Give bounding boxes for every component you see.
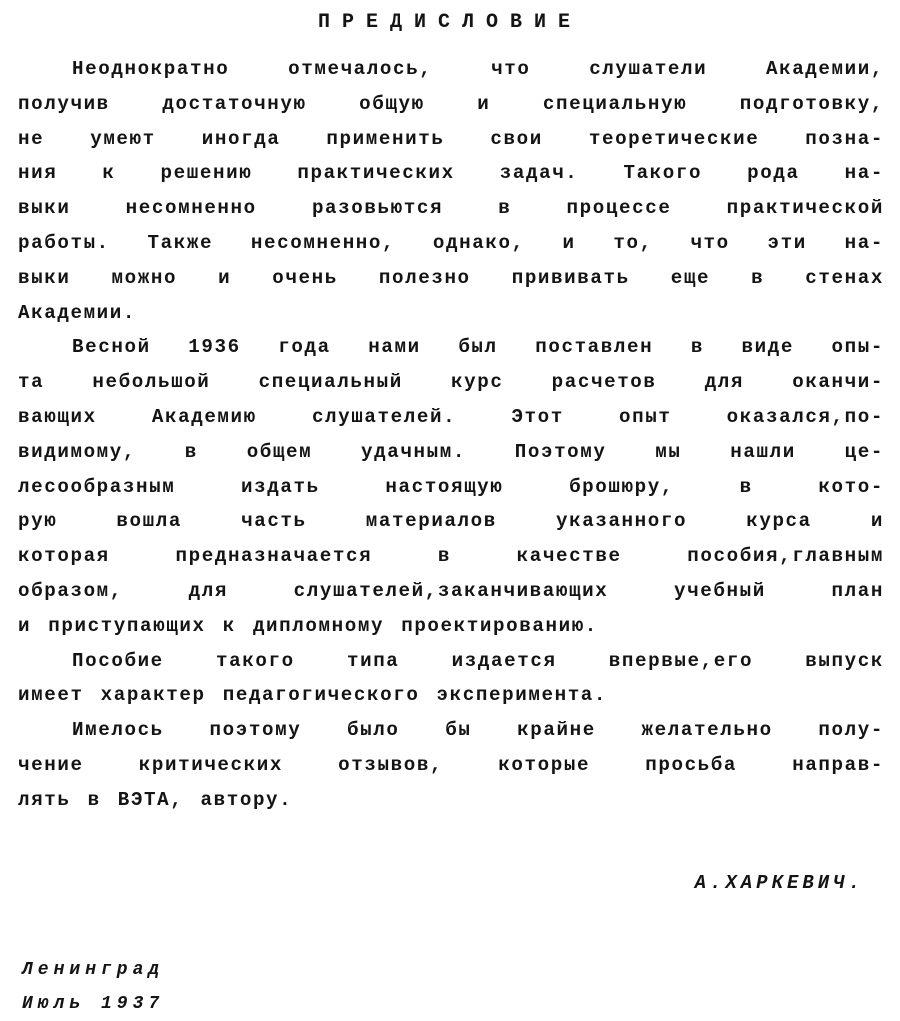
- text-line: вающих Академию слушателей. Этот опыт оказался,по-: [18, 405, 884, 428]
- text-line: рую вошла часть материалов указанного курса и: [18, 510, 884, 533]
- text-line: выки несомненно разовьются в процессе практической: [18, 197, 884, 220]
- text-line: чение критических отзывов, которые просьба направ-: [18, 753, 884, 776]
- place-of-writing: Ленинград: [22, 960, 165, 980]
- text-line: работы. Также несомненно, однако, и то, что эти на-: [18, 231, 884, 254]
- text-line: образом, для слушателей,заканчивающих учебный план: [18, 579, 884, 602]
- text-line: видимому, в общем удачным. Поэтому мы нашли це-: [18, 440, 884, 463]
- text-line: Имелось поэтому было бы крайне желательно полу-: [72, 719, 884, 742]
- text-line: Академии.: [18, 301, 137, 324]
- text-line: не умеют иногда применить свои теоретические позна-: [18, 127, 884, 150]
- date-of-writing: Июль 1937: [22, 994, 165, 1014]
- author-signature: А.ХАРКЕВИЧ.: [694, 872, 864, 894]
- text-line: выки можно и очень полезно прививать еще в стенах: [18, 266, 884, 289]
- text-line: ния к решению практических задач. Такого рода на-: [18, 162, 884, 185]
- text-line: лесообразным издать настоящую брошюру, в кото-: [18, 475, 884, 498]
- text-line: и приступающих к дипломному проектированию.: [18, 614, 598, 637]
- preface-body: [18, 52, 884, 818]
- text-line: получив достаточную общую и специальную подготовку,: [18, 92, 884, 115]
- text-line: та небольшой специальный курс расчетов для оканчи-: [18, 371, 884, 394]
- text-line: имеет характер педагогического эксперимента.: [18, 684, 608, 707]
- text-line: лять в ВЭТА, автору.: [18, 788, 293, 811]
- text-line: Весной 1936 года нами был поставлен в виде опы-: [72, 336, 884, 359]
- text-line: которая предназначается в качестве пособия,главным: [18, 545, 884, 568]
- text-line: Пособие такого типа издается впервые,его выпуск: [72, 649, 884, 672]
- page-title: ПРЕДИСЛОВИЕ: [317, 11, 583, 34]
- text-line: Неоднократно отмечалось, что слушатели Академии,: [72, 58, 884, 80]
